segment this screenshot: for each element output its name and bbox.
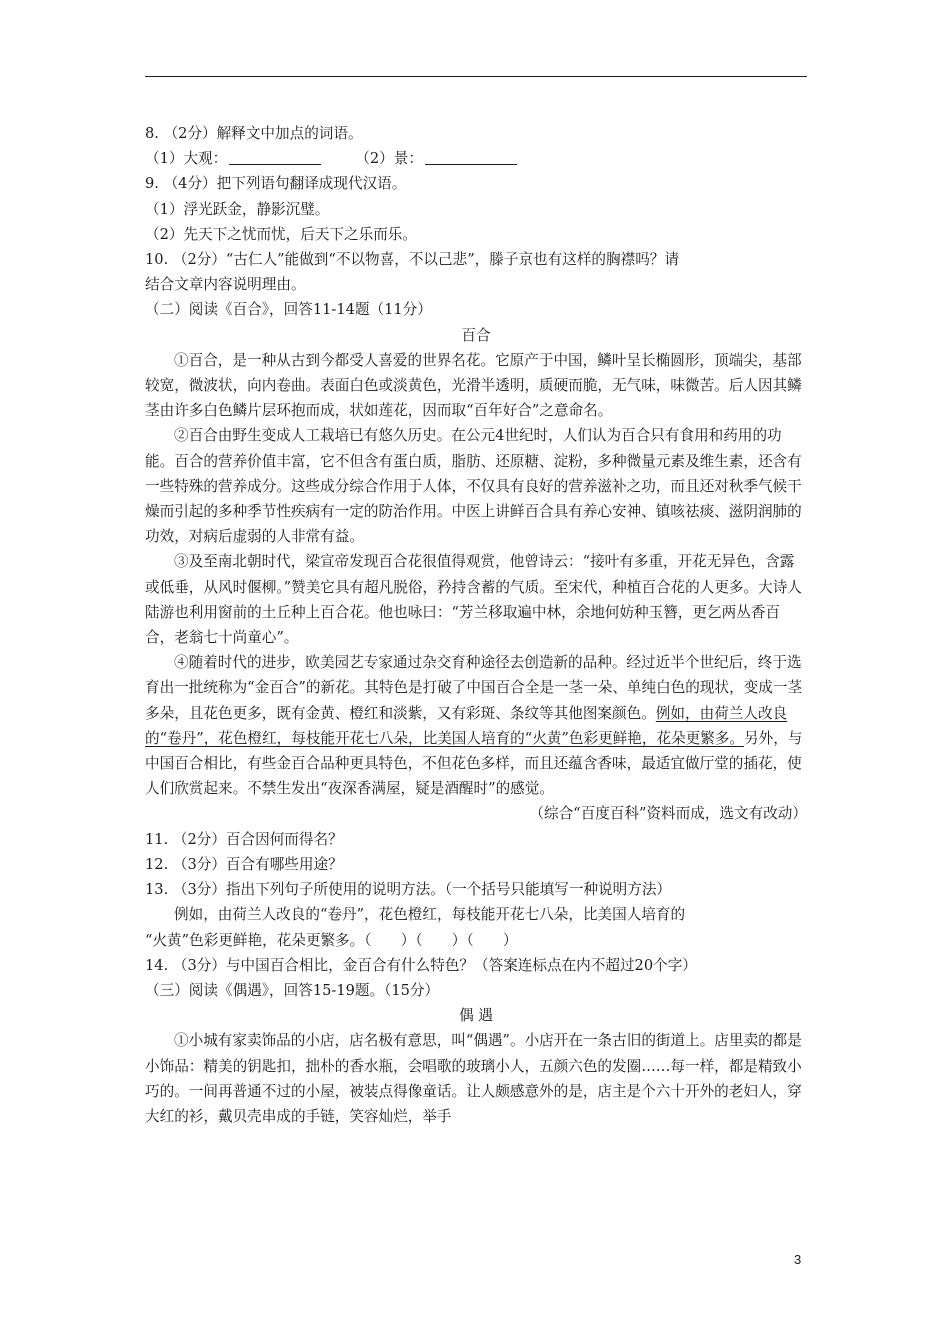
page-number: 3 <box>794 1252 802 1267</box>
q9-item2: （2）先天下之忧而忧，后天下之乐而乐。 <box>145 225 417 243</box>
section2-source: （综合“百度百科”资料而成，选文有改动） <box>529 805 807 823</box>
p4-underlined-sentence: 例如，由荷兰人改良的“卷丹”，花色橙红，每枝能开花七八朵，比美国人培育的“火黄”色彩更鲜艳，花朵更繁多。 <box>145 704 788 747</box>
q8-items <box>145 146 807 171</box>
section3-title: 偶 遇 <box>459 1007 493 1025</box>
section2-paragraph-1: ①百合，是一种从古到今都受人喜爱的世界名花。它原产于中国，鳞叶呈长椭圆形，顶端尖，基部较宽，微波状，向内卷曲。表面白色或淡黄色，光滑半透明，质硬而脆，无气味，味微苦。后人因其鳞茎由许多白色鳞片层环抱而成，状如莲花，因而取“百年好合”之意命名。 <box>145 351 802 420</box>
answer-blank-2[interactable] <box>425 150 517 165</box>
q8-item1: （1）大观： <box>145 150 228 168</box>
section2-paragraph-3: ③及至南北朝时代，梁宣帝发现百合花很值得观赏，他曾诗云：“接叶有多重，开花无异色，含露或低垂，从风时偃柳。”赞美它具有超凡脱俗，矜持含蓄的气质。至宋代，种植百合花的人更多。大诗人陆游也利用窗前的土丘种上百合花。他也咏曰：“芳兰移取遍中林，余地何妨种玉簪，更乞两丛香百合，老翁七十尚童心”。 <box>145 553 802 647</box>
q8-stem: 8. （2分）解释文中加点的词语。 <box>145 125 363 142</box>
q10-line2: 结合文章内容说明理由。 <box>145 276 306 294</box>
q11: 11. （2分）百合因何而得名？ <box>145 830 343 848</box>
section2-heading: （二）阅读《百合》，回答11-14题（11分） <box>145 301 432 319</box>
q12: 12. （3分）百合有哪些用途？ <box>145 855 343 873</box>
section2-paragraph-2: ②百合由野生变成人工栽培已有悠久历史。在公元4世纪时，人们认为百合只有食用和药用的功能。百合的营养价值丰富，它不但含有蛋白质，脂肪、还原糖、淀粉，多种微量元素及维生素，还含有一些特殊的营养成分。这些成分综合作用于人体，不仅具有良好的营养滋补之功，而且还对秋季气候干燥而引起的多种季节性疾病有一定的防治作用。中医上讲鲜百合具有养心安神、镇咳祛痰、滋阴润肺的功效，对病后虚弱的人非常有益。 <box>145 427 802 546</box>
q8-item2: （2）景： <box>355 150 423 168</box>
q10-line1: 10. （2分）“古仁人”能做到“不以物喜，不以己悲”，滕子京也有这样的胸襟吗？请 <box>145 251 679 269</box>
header-rule <box>145 76 807 77</box>
q9-item1: （1）浮光跃金，静影沉璧。 <box>145 200 330 218</box>
q13-stem: 13. （3分）指出下列句子所使用的说明方法。（一个括号只能填写一种说明方法） <box>145 881 672 899</box>
p4-part-a: ④随着时代的进步，欧美园艺专家通过杂交育种途径去创造新的品种。经过近半个世纪后，终于选育出一批统称为“金百合”的新花。其特色是打破了中国百合全是一茎一朵、单纯白色的现状，变成一茎多朵，且花色更多，既有金黄、橙红和淡紫，又有彩斑、条纹等其他图案颜色。 <box>145 654 803 722</box>
answer-blank-1[interactable] <box>229 150 321 165</box>
section2-title: 百合 <box>461 326 491 344</box>
q13-line2: “火黄”色彩更鲜艳，花朵更繁多。（ ）（ ）（ ） <box>145 931 518 949</box>
document-body <box>145 121 807 1129</box>
q9-stem: 9. （4分）把下列语句翻译成现代汉语。 <box>145 175 407 193</box>
q13-line1: 例如，由荷兰人改良的“卷丹”，花色橙红，每枝能开花七八朵，比美国人培育的 <box>174 906 686 924</box>
q14: 14. （3分）与中国百合相比，金百合有什么特色？（答案连标点在内不超过20个字） <box>145 956 697 974</box>
p4-part-b: 另外，与中国百合相比，有些金百合品种更具特色，不但花色多样，而且还蕴含香味，最适宜做厅堂的插花，使人们欣赏起来。不禁生发出“夜深香满屋，疑是酒醒时”的感觉。 <box>145 729 803 798</box>
section3-heading: （三）阅读《偶遇》，回答15-19题。（15分） <box>145 981 440 999</box>
section2-paragraph-4 <box>145 650 807 801</box>
section3-paragraph-1: ①小城有家卖饰品的小店，店名极有意思，叫“偶遇”。小店开在一条古旧的街道上。店里卖的都是小饰品：精美的钥匙扣，拙朴的香水瓶，会唱歌的玻璃小人，五颜六色的发圈……每一样，都是精致小巧的。一间再普通不过的小屋，被装点得像童话。让人颇感意外的是，店主是个六十开外的老妇人，穿大红的衫，戴贝壳串成的手链，笑容灿烂，举手 <box>145 1032 802 1125</box>
